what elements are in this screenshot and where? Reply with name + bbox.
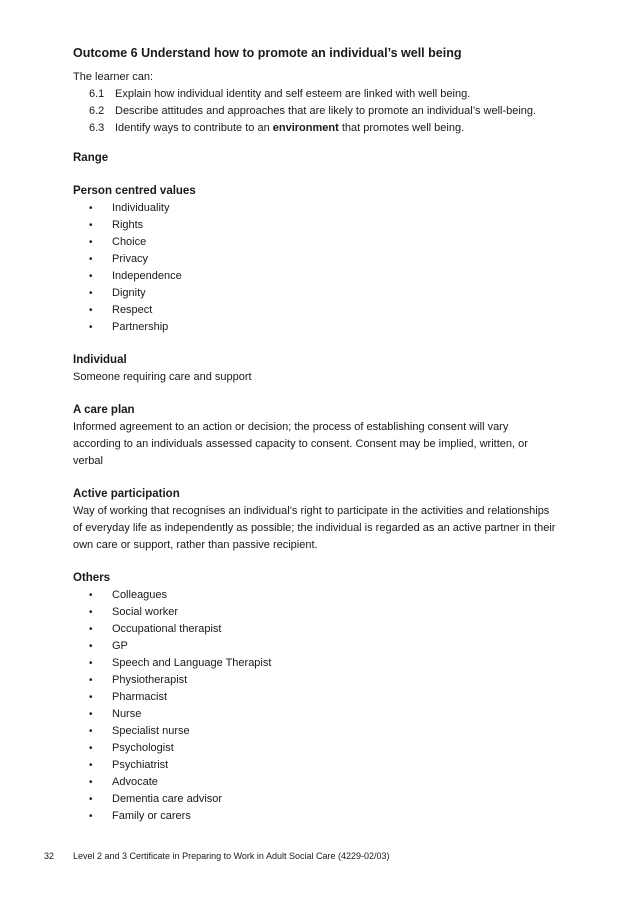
active-participation-heading: Active participation [73,488,180,500]
list-item [89,655,568,672]
list-item [89,638,568,655]
list-item-text: Colleagues [112,589,168,601]
care-plan-definition: Informed agreement to an action or decision; the process of establishing consent will vary according to an individuals assessed capacity to consent. Consent may be implied, written, or verbal [73,421,528,467]
list-item-text: Dignity [112,287,146,299]
list-item-text: Psychologist [112,742,174,754]
list-item [89,672,568,689]
list-item-text: GP [112,640,128,652]
list-item [89,234,568,251]
bullet-icon: • [89,777,93,788]
bullet-icon: • [89,641,93,652]
criterion-item [89,103,568,120]
list-item [89,757,568,774]
page-footer [44,851,390,861]
outcome-title: Outcome 6 Understand how to promote an individual’s well being [73,46,462,60]
list-item-text: Family or carers [112,810,191,822]
footer-text: Level 2 and 3 Certificate in Preparing to Work in Adult Social Care (4229-02/03) [73,851,390,861]
list-item [89,621,568,638]
bullet-icon: • [89,794,93,805]
list-item [89,774,568,791]
bullet-icon: • [89,692,93,703]
list-item-text: Dementia care advisor [112,793,223,805]
list-item [89,285,568,302]
list-item [89,587,568,604]
list-item [89,791,568,808]
page-number: 32 [44,851,55,861]
list-item-text: Pharmacist [112,691,168,703]
criterion-bold-term: environment [272,122,339,134]
list-item-text: Nurse [112,708,142,720]
bullet-icon: • [89,811,93,822]
bullet-icon: • [89,237,93,248]
bullet-icon: • [89,607,93,618]
list-item-text: Advocate [112,776,158,788]
individual-heading: Individual [73,354,127,366]
others-list [73,587,568,825]
list-item-text: Speech and Language Therapist [112,657,272,669]
list-item [89,268,568,285]
criterion-item [89,86,568,103]
bullet-icon: • [89,726,93,737]
bullet-icon: • [89,220,93,231]
list-item [89,200,568,217]
list-item-text: Physiotherapist [112,674,188,686]
list-item-text: Specialist nurse [112,725,190,737]
list-item-text: Privacy [112,253,149,265]
list-item [89,217,568,234]
bullet-icon: • [89,658,93,669]
bullet-icon: • [89,624,93,635]
bullet-icon: • [89,322,93,333]
criterion-number: 6.1 [89,88,105,100]
list-item-text: Partnership [112,321,169,333]
bullet-icon: • [89,760,93,771]
list-item-text: Independence [112,270,182,282]
list-item [89,302,568,319]
bullet-icon: • [89,675,93,686]
criterion-number: 6.2 [89,105,105,117]
list-item [89,689,568,706]
list-item [89,723,568,740]
list-item [89,808,568,825]
bullet-icon: • [89,288,93,299]
list-item [89,319,568,336]
list-item-text: Individuality [112,202,170,214]
bullet-icon: • [89,254,93,265]
list-item-text: Occupational therapist [112,623,222,635]
list-item-text: Choice [112,236,147,248]
list-item-text: Psychiatrist [112,759,169,771]
criterion-text: Describe attitudes and approaches that are likely to promote an individual’s well-being. [115,105,537,117]
bullet-icon: • [89,709,93,720]
individual-definition: Someone requiring care and support [73,371,252,383]
bullet-icon: • [89,305,93,316]
list-item-text: Social worker [112,606,179,618]
bullet-icon: • [89,590,93,601]
criterion-number: 6.3 [89,122,105,134]
others-heading: Others [73,572,111,584]
list-item [89,740,568,757]
care-plan-heading: A care plan [73,404,135,416]
bullet-icon: • [89,271,93,282]
learner-intro: The learner can: [73,71,154,83]
bullet-icon: • [89,203,93,214]
list-item [89,706,568,723]
list-item [89,251,568,268]
list-item [89,604,568,621]
criterion-text: Explain how individual identity and self esteem are linked with well being. [115,88,471,100]
person-centred-list [73,200,568,336]
list-item-text: Respect [112,304,153,316]
criterion-item [89,120,568,137]
document-page [73,44,568,825]
active-participation-definition: Way of working that recognises an individual’s right to participate in the activities and relationships of everyday life as independently as possible; the individual is regarded as an active partner in their own care or support, rather than passive recipient. [73,505,556,551]
range-heading: Range [73,152,109,164]
criterion-text: Identify ways to contribute to an environment that promotes well being. [115,122,465,134]
list-item-text: Rights [112,219,144,231]
assessment-criteria-list [73,86,568,137]
bullet-icon: • [89,743,93,754]
person-centred-heading: Person centred values [73,185,196,197]
